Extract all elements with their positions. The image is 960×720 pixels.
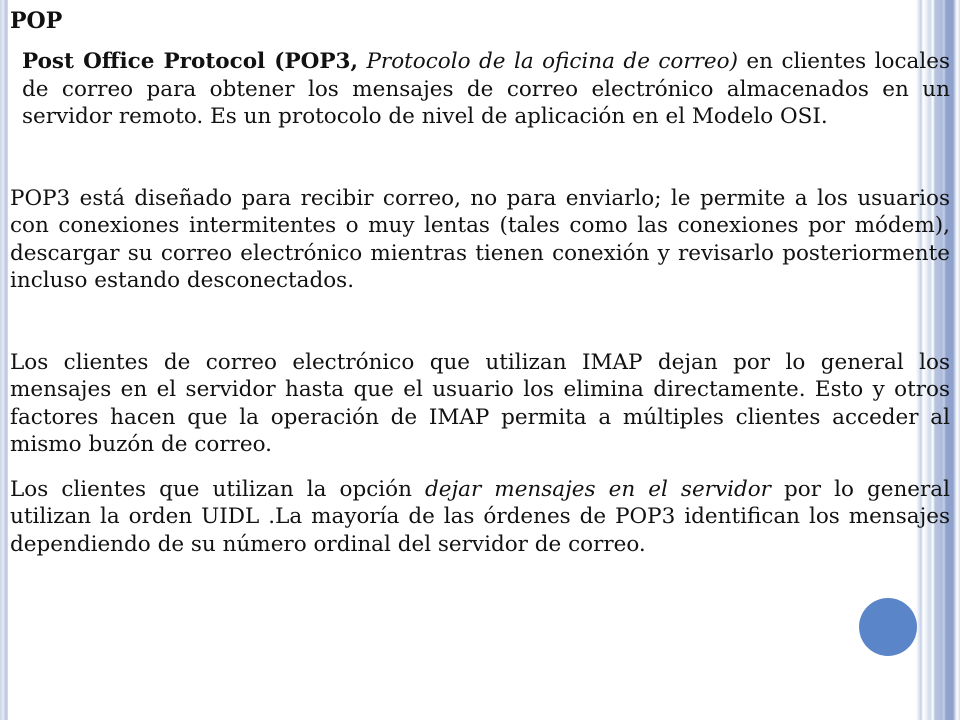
paragraph-imap-clients: Los clientes de correo electrónico que utilizan IMAP dejan por lo general los mensajes en el servidor hasta que el usuario los elimina directamente. Esto y otros factores hacen que la operación de IMAP permita a múltiples clientes acceder al mismo buzón de correo. [10, 349, 950, 457]
leave-messages-after: por lo general utilizan la orden UIDL .La mayoría de las órdenes de POP3 identifican los mensajes dependiendo de su número ordinal del servidor de correo. [10, 476, 950, 557]
paragraph-pop3-purpose: POP3 está diseñado para recibir correo, no para enviarlo; le permite a los usuarios con conexiones intermitentes o muy lentas (tales como las conexiones por módem), descargar su correo electrónico mientras tienen conexión y revisarlo posteriormente incluso estando desconectados. [10, 185, 950, 293]
pop3-definition-text: en clientes locales de correo para obtener los mensajes de correo electrónico almacenados en un servidor remoto. Es un protocolo de nivel de aplicación en el Modelo OSI. [22, 49, 950, 129]
slide-title: POP [10, 8, 63, 34]
leave-messages-italic: dejar mensajes en el servidor [424, 476, 771, 502]
paragraph-pop3-definition [10, 48, 950, 131]
slide-content [10, 8, 950, 558]
pop3-lead-italic: Protocolo de la oficina de correo) [366, 49, 738, 74]
pop3-lead-bold: Post Office Protocol (POP3, [22, 49, 358, 74]
left-decorative-stripe [0, 0, 8, 720]
paragraph-leave-messages [10, 476, 950, 559]
leave-messages-before: Los clientes que utilizan la opción [10, 476, 425, 502]
decorative-circle [859, 598, 917, 656]
